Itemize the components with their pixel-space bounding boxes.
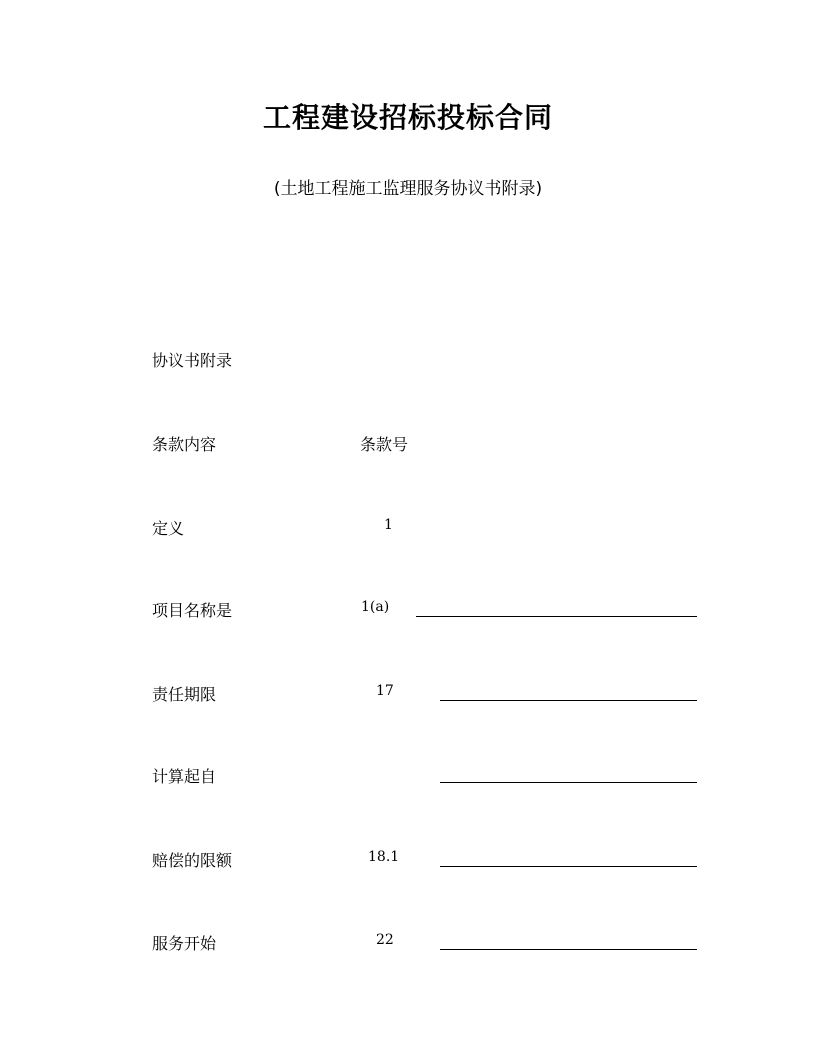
fill-in-blank-line[interactable]	[440, 782, 697, 783]
row-calculated-from	[0, 758, 816, 788]
fill-in-blank-line[interactable]	[416, 616, 697, 617]
clause-number: 1(a)	[361, 599, 390, 615]
document-title: 工程建设招标投标合同	[262, 101, 553, 134]
row-service-start	[0, 925, 816, 955]
row-label: 服务开始	[152, 934, 217, 953]
row-label: 赔偿的限额	[152, 851, 233, 870]
header-row	[0, 426, 816, 456]
header-clause-no-label: 条款号	[360, 435, 409, 454]
row-label: 项目名称是	[152, 601, 233, 620]
fill-in-blank-line[interactable]	[440, 700, 697, 701]
clause-number: 17	[376, 683, 394, 699]
row-compensation-limit	[0, 842, 816, 872]
row-label: 计算起自	[152, 767, 217, 786]
document-subtitle: (土地工程施工监理服务协议书附录)	[273, 179, 543, 199]
header-content-label: 条款内容	[152, 435, 217, 454]
appendix-heading: 协议书附录	[152, 351, 233, 370]
fill-in-blank-line[interactable]	[440, 949, 697, 950]
row-definition	[0, 510, 816, 540]
clause-number: 22	[376, 932, 394, 948]
row-liability-period	[0, 676, 816, 706]
row-project-name	[0, 592, 816, 622]
fill-in-blank-line[interactable]	[440, 866, 697, 867]
clause-number: 18.1	[368, 849, 400, 865]
row-label: 责任期限	[152, 685, 217, 704]
row-label: 定义	[152, 519, 185, 538]
clause-number: 1	[384, 517, 393, 533]
